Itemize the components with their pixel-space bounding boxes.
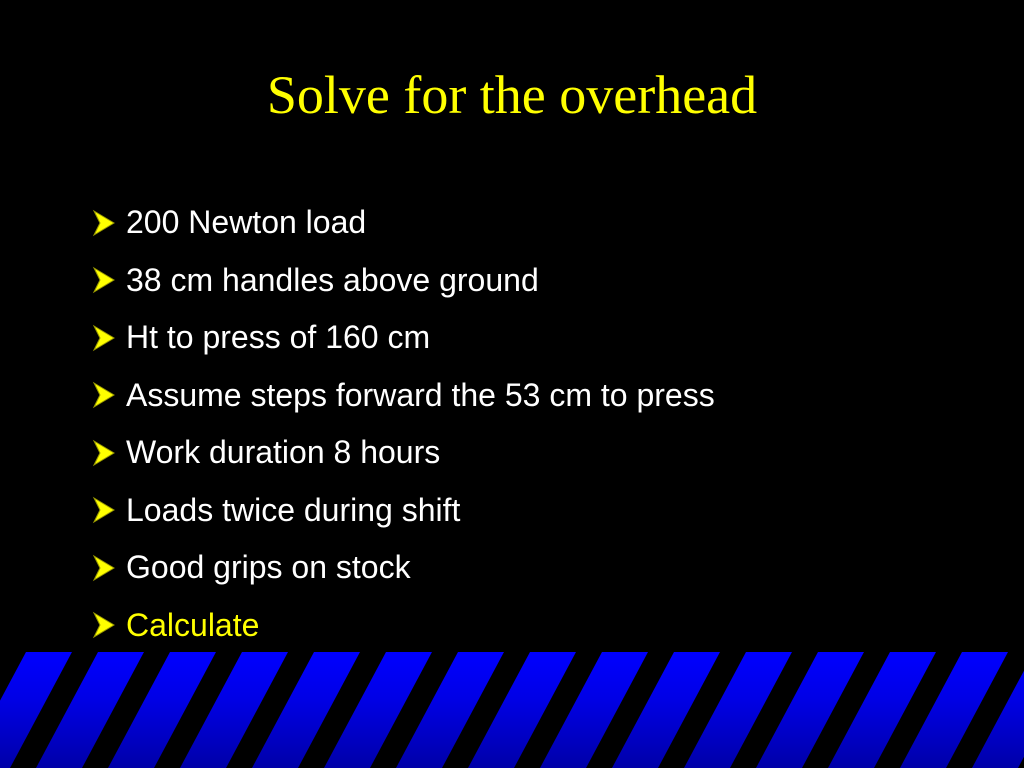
bullet-item	[88, 539, 715, 597]
bullet-text: Ht to press of 160 cm	[126, 319, 431, 356]
stripe	[226, 652, 314, 768]
bullet-item	[88, 194, 715, 252]
stripe	[658, 652, 746, 768]
arrow-bullet-icon	[88, 495, 122, 525]
decorative-stripe-band	[0, 652, 1024, 768]
stripe	[874, 652, 962, 768]
stripe	[586, 652, 674, 768]
bullet-text: Work duration 8 hours	[126, 434, 441, 471]
stripe	[514, 652, 602, 768]
bullet-item	[88, 424, 715, 482]
stripe	[946, 652, 1024, 768]
stripe	[442, 652, 530, 768]
stripe	[10, 652, 98, 768]
bullet-text: Assume steps forward the 53 cm to press	[126, 376, 715, 413]
diagonal-stripes	[0, 652, 1024, 768]
bullet-item-calculate	[88, 597, 715, 655]
stripe	[82, 652, 170, 768]
arrow-bullet-icon	[88, 553, 122, 583]
stripe	[730, 652, 818, 768]
bullet-item	[88, 309, 715, 367]
arrow-bullet-icon	[88, 208, 122, 238]
bullet-item	[88, 252, 715, 310]
slide-title: Solve for the overhead	[266, 65, 758, 125]
bullet-item	[88, 482, 715, 540]
bullet-item	[88, 367, 715, 425]
arrow-bullet-icon	[88, 438, 122, 468]
arrow-bullet-icon	[88, 610, 122, 640]
bullet-text: 38 cm handles above ground	[126, 261, 539, 298]
bullet-list	[88, 194, 715, 654]
arrow-bullet-icon	[88, 265, 122, 295]
bullet-text: 200 Newton load	[126, 204, 367, 241]
bullet-text: Calculate	[126, 606, 260, 643]
stripe	[370, 652, 458, 768]
arrow-bullet-icon	[88, 380, 122, 410]
bullet-text: Loads twice during shift	[126, 491, 461, 528]
stripe	[802, 652, 890, 768]
arrow-bullet-icon	[88, 323, 122, 353]
stripe	[154, 652, 242, 768]
bullet-text: Good grips on stock	[126, 549, 411, 586]
stripe	[298, 652, 386, 768]
